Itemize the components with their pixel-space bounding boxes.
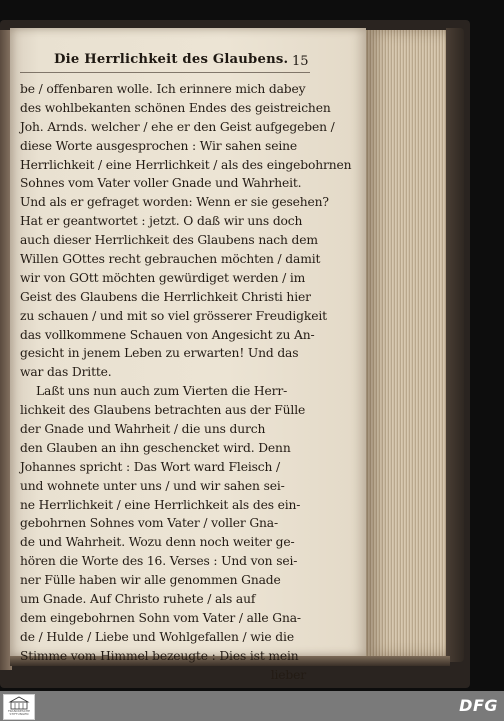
text-line: Stimme vom Himmel bezeugte : Dies ist mein xyxy=(20,648,299,663)
text-line: und wohnete unter uns / und wir sahen sei- xyxy=(20,478,285,493)
text-line: zu schauen / und mit so viel grösserer Freudigkeit xyxy=(20,308,327,323)
text-line: des wohlbekanten schönen Endes des geistreichen xyxy=(20,100,331,115)
text-line: gebohrnen Sohnes vom Vater / voller Gna- xyxy=(20,516,278,531)
text-line: be / offenbaren wolle. Ich erinnere mich dabey xyxy=(20,82,306,96)
text-line: gesicht in jenem Leben zu erwarten! Und das xyxy=(20,346,299,361)
institution-logo-icon xyxy=(9,696,29,710)
text-line: lichkeit des Glaubens betrachten aus der Fülle xyxy=(20,403,306,418)
text-line: war das Dritte. xyxy=(20,365,112,380)
franckesche-stiftungen-logo[interactable] xyxy=(3,694,35,720)
text-line: Laßt uns nun auch zum Vierten die Herr- xyxy=(36,384,288,399)
book-cover-edge xyxy=(446,28,464,662)
running-head: Die Herrlichkeit des Glaubens. xyxy=(54,52,289,67)
text-line: ner Fülle haben wir alle genommen Gnade xyxy=(20,573,281,588)
text-line: Herrlichkeit / eine Herrlichkeit / als des eingebohrnen xyxy=(20,157,352,172)
text-line: de und Wahrheit. Wozu denn noch weiter ge- xyxy=(20,535,295,550)
text-line: Sohnes vom Vater voller Gnade und Wahrheit. xyxy=(20,176,302,191)
text-line: hören die Worte des 16. Verses : Und von sei- xyxy=(20,554,298,569)
page-number: 15 xyxy=(292,54,309,69)
text-line: ne Herrlichkeit / eine Herrlichkeit als des ein- xyxy=(20,497,301,512)
text-line: wir von GOtt möchten gewürdiget werden / im xyxy=(20,270,306,285)
text-line: dem eingebohrnen Sohn vom Vater / alle Gna- xyxy=(20,610,301,625)
text-line: auch dieser Herrlichkeit des Glaubens nach dem xyxy=(20,233,318,248)
footer-bar xyxy=(0,691,504,721)
page-stack xyxy=(366,30,446,656)
text-line: Und als er gefraget worden: Wenn er sie gesehen? xyxy=(20,195,329,210)
catchword: lieber xyxy=(270,667,306,682)
text-line: das vollkommene Schauen von Angesicht zu An- xyxy=(20,327,315,342)
text-line: Willen GOttes recht gebrauchen möchten / damit xyxy=(20,252,321,267)
logo-caption: FRANCKESCHE STIFTUNGEN xyxy=(7,709,31,717)
dfg-logo[interactable]: DFG xyxy=(459,696,498,715)
text-line: um Gnade. Auf Christo ruhete / als auf xyxy=(20,592,256,607)
text-line: Johannes spricht : Das Wort ward Fleisch / xyxy=(20,459,281,474)
text-line: den Glauben an ihn geschencket wird. Denn xyxy=(20,440,291,455)
text-line: der Gnade und Wahrheit / die uns durch xyxy=(20,422,266,437)
text-line: de / Hulde / Liebe und Wohlgefallen / wie die xyxy=(20,629,294,644)
text-line: Joh. Arnds. welcher / ehe er den Geist aufgegeben / xyxy=(20,119,335,134)
page-text xyxy=(20,80,352,685)
text-line: Hat er geantwortet : jetzt. O daß wir uns doch xyxy=(20,214,303,229)
header-rule xyxy=(20,72,310,73)
text-line: diese Worte ausgesprochen : Wir sahen seine xyxy=(20,138,298,153)
text-line: Geist des Glaubens die Herrlichkeit Christi hier xyxy=(20,289,311,304)
